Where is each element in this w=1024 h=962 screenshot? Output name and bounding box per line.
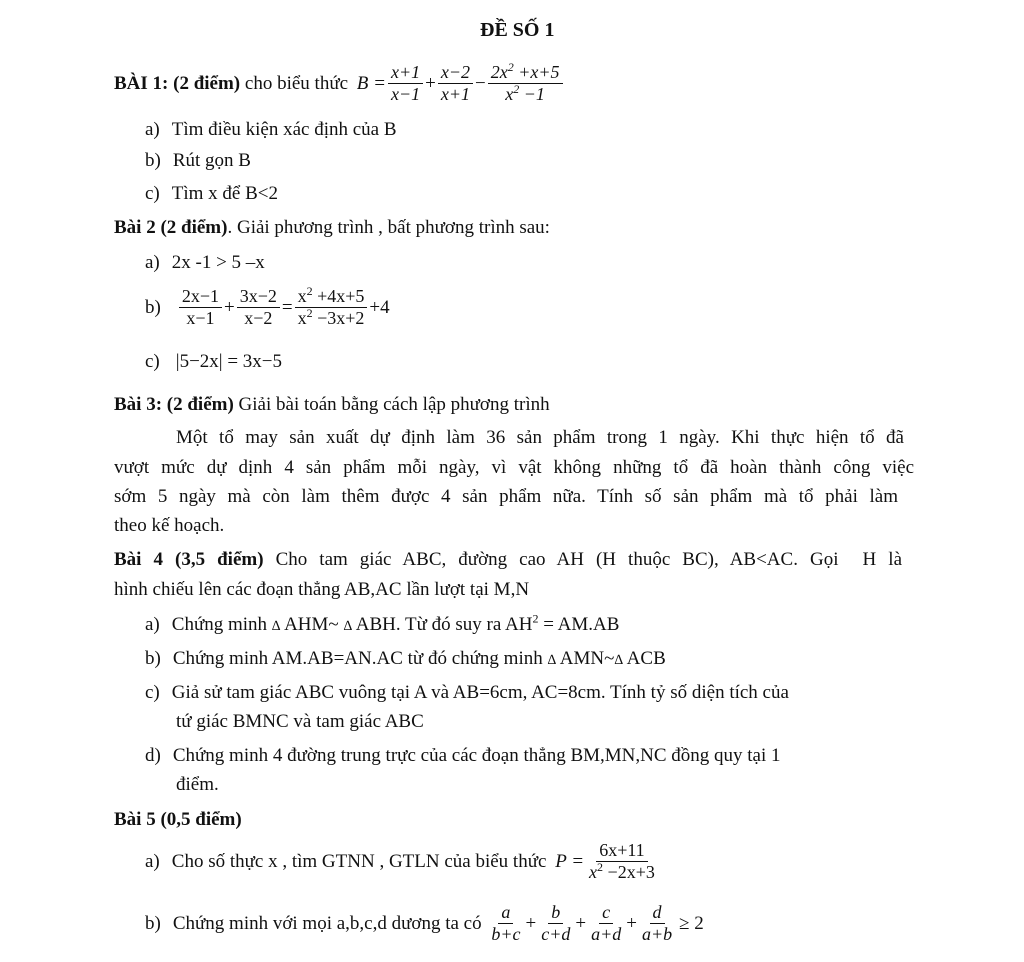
bai3-intro: Giải bài toán bằng cách lập phương trình	[233, 394, 550, 415]
bai1-line	[114, 62, 565, 105]
bai5-frac-3: $\frac{c}{a+d}$	[591, 902, 622, 944]
bai2-item-a: a) 2x -1 > 5 –x	[145, 252, 265, 273]
triangle-icon: ∆	[614, 653, 623, 668]
bai2-frac3: $\frac{x^2 +4x+5}{x^2 -3x+2}$	[295, 286, 368, 329]
bai1-item-c: c) Tìm x để B<2	[145, 183, 279, 204]
bai1-frac3: $\frac{2x^2 +x+5}{x^2 -1}$	[488, 62, 563, 105]
bai4-heading: Bài 4 (3,5 điểm)	[114, 549, 264, 570]
bai4-item-c-line-2: tứ giác BMNC và tam giác ABC	[176, 711, 424, 732]
triangle-icon: ∆	[343, 619, 353, 634]
bai5-item-a: a) Cho số thực x , tìm GTNN , GTLN của biểu thức P = $\frac{6x+11}{x^2 -2x+3}$	[145, 840, 660, 883]
bai3-para-line-1: Một tổ may sản xuất dự định làm 36 sản phẩm trong 1 ngày. Khi thực hiện tổ đã	[176, 427, 904, 448]
bai4-item-a: a) Chứng minh ∆ AHM~ ∆ ABH. Từ đó suy ra $AH^2 = AM.AB$	[145, 611, 620, 635]
bai2-item-c: c) |5−2x| = 3x−5	[145, 351, 283, 372]
bai5-frac-1: $\frac{a}{b+c}$	[491, 902, 521, 944]
bai4-intro-2: hình chiếu lên các đoạn thẳng AB,AC lần lượt tại M,N	[114, 579, 530, 600]
bai4-item-b: b) Chứng minh AM.AB=AN.AC từ đó chứng minh ∆ AMN~∆ ACB	[145, 648, 666, 669]
bai4-item-c: c) Giả sử tam giác ABC vuông tại A và AB=6cm, AC=8cm. Tính tỷ số diện tích của	[145, 682, 789, 703]
bai2-intro: . Giải phương trình , bất phương trình sau:	[227, 217, 550, 238]
bai5-item-b: b) Chứng minh với mọi a,b,c,d dương ta có $\frac{a}{b+c}$ + $\frac{b}{c+d}$ + $\frac{c}{a+d}$ + $\frac{d}{a+b}$ ≥ 2	[145, 902, 704, 944]
triangle-icon: ∆	[271, 619, 281, 634]
bai3-line	[114, 393, 550, 417]
bai2-frac2: $\frac{3x-2}{x-2}$	[237, 286, 280, 329]
bai1-op2: −	[474, 72, 486, 94]
bai1-b-lhs: B =	[356, 72, 386, 94]
bai1-frac2: $\frac{x-2}{x+1}$	[438, 62, 473, 105]
bai1-intro: cho biểu thức	[240, 72, 353, 94]
bai5-heading: Bài 5 (0,5 điểm)	[114, 809, 242, 830]
bai2-frac1: $\frac{2x-1}{x-1}$	[179, 286, 222, 329]
bai1-op1: +	[425, 72, 436, 94]
bai3-para-line-4: theo kế hoạch.	[114, 515, 225, 536]
bai5-frac-2: $\frac{b}{c+d}$	[541, 902, 571, 944]
bai4-item-d: d) Chứng minh 4 đường trung trực của các đoạn thẳng BM,MN,NC đồng quy tại 1	[145, 745, 781, 766]
bai2-line	[114, 216, 550, 240]
triangle-icon: ∆	[547, 653, 557, 668]
bai3-heading: Bài 3: (2 điểm)	[114, 394, 234, 415]
bai2-heading: Bài 2 (2 điểm)	[114, 217, 228, 238]
bai1-heading: BÀI 1: (2 điểm)	[114, 72, 241, 94]
bai4-intro: Cho tam giác ABC, đường cao AH (H thuộc BC), AB<AC. Gọi H là	[263, 549, 902, 570]
bai5-frac-4: $\frac{d}{a+b}$	[641, 902, 673, 944]
bai1-item-b: b) Rút gọn B	[145, 150, 251, 171]
bai2-item-b: b) $\frac{2x-1}{x-1}$ + $\frac{3x-2}{x-2}$ = $\frac{x^2 +4x+5}{x^2 -3x+2}$ +4	[145, 284, 390, 328]
bai1-item-a: a) Tìm điều kiện xác định của B	[145, 119, 397, 140]
bai3-para-line-3: sớm 5 ngày mà còn làm thêm được 4 sản phẩm nữa. Tính số sản phẩm mà tổ phải làm	[114, 486, 898, 507]
bai5-frac-p: $\frac{6x+11}{x^2 -2x+3}$	[589, 840, 655, 882]
bai3-para-line-2: vượt mức dự dịnh 4 sản phẩm mỗi ngày, vì vật không những tổ đã hoàn thành công việc	[114, 457, 914, 478]
page-title: ĐỀ SỐ 1	[480, 19, 555, 41]
bai4-line	[114, 548, 902, 572]
bai4-item-d-line-2: điểm.	[176, 774, 219, 795]
bai1-frac1: $\frac{x+1}{x-1}$	[388, 62, 423, 105]
